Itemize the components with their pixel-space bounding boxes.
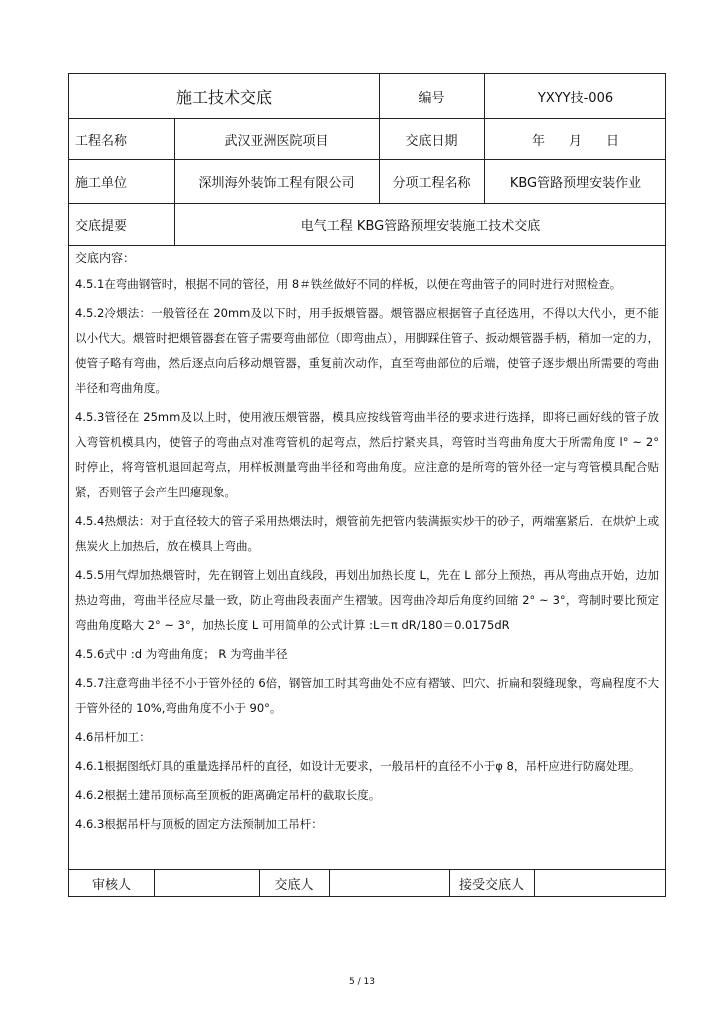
content-paragraph: 4.5.6式中 :d 为弯曲角度； R 为弯曲半径 <box>75 647 288 661</box>
receiver-label: 接受交底人 <box>458 877 524 893</box>
content-heading: 交底内容： <box>75 251 136 265</box>
summary-row <box>69 204 665 246</box>
content-paragraph: 4.6.2根据土建吊顶标高至顶板的距离确定吊杆的截取长度。 <box>75 788 381 802</box>
page-number: 5 / 13 <box>349 977 375 987</box>
date-month: 月 <box>568 133 582 149</box>
number-label: 编号 <box>418 90 445 106</box>
content-paragraph: 4.5.7注意弯曲半径不小于管外径的 6倍，钢管加工时其弯曲处不应有褶皱、凹穴、折扁和裂缝现象，弯扁程度不大于管外径的 10%,弯曲角度不小于 90°。 <box>75 676 659 715</box>
disclosure-form <box>68 73 666 897</box>
date-label: 交底日期 <box>405 133 458 149</box>
discloser-signature-field <box>329 870 449 896</box>
date-day: 日 <box>606 133 620 149</box>
content-paragraph: 4.5.1在弯曲钢管时，根据不同的管径，用 8＃铁丝做好不同的样板，以便在弯曲管子的同时进行对照检查。 <box>75 277 622 291</box>
summary-value: 电气工程 KBG管路预埋安装施工技术交底 <box>300 219 541 234</box>
signature-row <box>68 869 666 897</box>
unit-value: 深圳海外装饰工程有限公司 <box>198 176 355 191</box>
reviewer-label: 审核人 <box>91 877 131 893</box>
content-paragraph: 4.5.4热煨法：对于直径较大的管子采用热煨法时，煨管前先把管内装满振实炒干的砂子，两端塞紧后．在烘炉上或焦炭火上加热后，放在模具上弯曲。 <box>75 514 659 553</box>
title-row <box>69 74 665 119</box>
receiver-signature-field <box>534 870 667 896</box>
content-paragraph: 4.5.5用气焊加热煨管时，先在钢管上划出直线段，再划出加热长度 L，先在 L 部分上预热，再从弯曲点开始，边加热边弯曲，弯曲半径应尽量一致，防止弯曲段表面产生褶皱。因弯曲冷却后角度约回缩 2° ~ 3°，弯制时要比预定弯曲角度略大 2° ~ 3°，加热长度 L 可用简单的公式计算 :L＝π dR/180＝0.0175dR <box>75 568 659 632</box>
content-paragraph: 4.6吊杆加工： <box>75 730 151 744</box>
unit-label: 施工单位 <box>75 176 128 191</box>
content-paragraph: 4.6.1根据图纸灯具的重量选择吊杆的直径，如设计无要求，一般吊杆的直径不小于φ 8，吊杆应进行防腐处理。 <box>75 759 641 773</box>
summary-label: 交底提要 <box>75 219 128 234</box>
number-value: YXYY技-006 <box>537 90 614 106</box>
unit-row <box>69 160 665 204</box>
content-paragraph: 4.5.3管径在 25mm及以上时，使用液压煨管器，模具应按线管弯曲半径的要求进行选择，即将已画好线的管子放入弯管机模具内，使管子的弯曲点对准弯管机的起弯点，然后拧紧夹具，弯管时当弯曲角度大于所需角度 l° ~ 2° 时停止，将弯管机退回起弯点，用样板测量弯曲半径和弯曲角度。应注意的是所弯的管外径一定与弯管模具配合贴紧，否则管子会产生凹瘪现象。 <box>75 410 659 499</box>
form-header <box>68 73 666 245</box>
date-year: 年 <box>531 133 545 149</box>
subproject-label: 分项工程名称 <box>392 176 471 191</box>
content-paragraph: 4.6.3根据吊杆与顶板的固定方法预制加工吊杆： <box>75 817 323 831</box>
reviewer-signature-field <box>154 870 259 896</box>
project-label: 工程名称 <box>75 133 128 149</box>
date-value <box>484 119 667 159</box>
project-value: 武汉亚洲医院项目 <box>224 133 329 149</box>
form-title: 施工技术交底 <box>175 87 272 107</box>
project-row <box>69 119 665 160</box>
discloser-label: 交底人 <box>274 877 314 893</box>
subproject-value: KBG管路预埋安装作业 <box>509 176 642 191</box>
disclosure-content <box>68 245 666 869</box>
content-paragraph: 4.5.2冷煨法：一般管径在 20mm及以下时，用手扳煨管器。煨管器应根据管子直径选用，不得以大代小，更不能以小代大。煨管时把煨管器套在管子需要弯曲部位（即弯曲点），用脚踩住管子、扳动煨管器手柄，稍加一定的力，使管子略有弯曲，然后逐点向后移动煨管器，重复前次动作，直至弯曲部位的后端，使管子逐步煨出所需要的弯曲半径和弯曲角度。 <box>75 306 659 395</box>
